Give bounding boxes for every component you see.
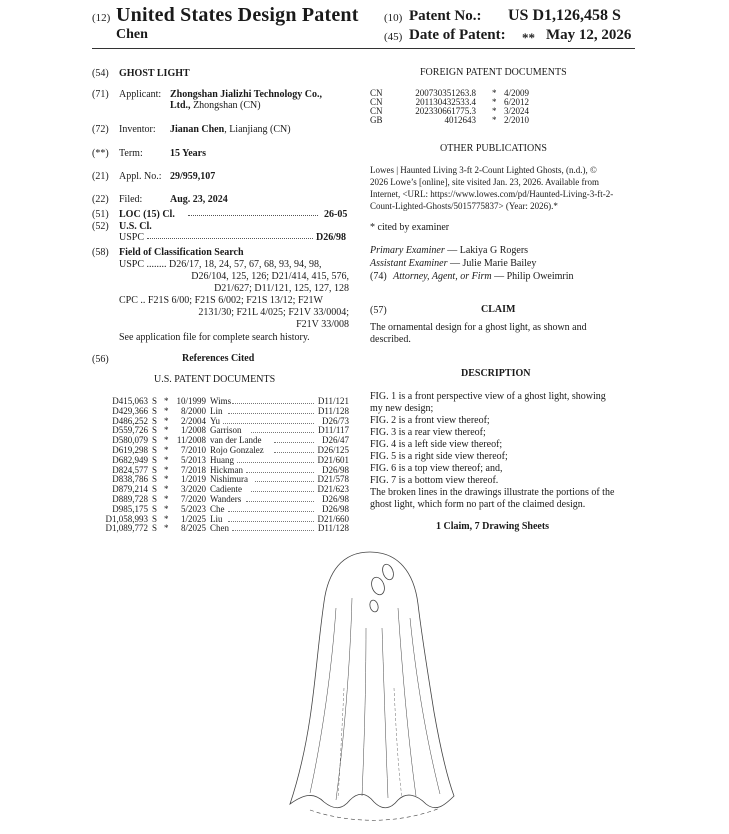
foreign-star: *	[492, 97, 497, 107]
reference-cls: D11/117	[318, 425, 349, 436]
description-line: The broken lines in the drawings illustrate the portions of the	[370, 487, 615, 498]
other-publications-text	[370, 164, 632, 212]
reference-name: van der Lande	[210, 435, 262, 446]
description-line: my new design;	[370, 403, 434, 414]
inid-code-21: (21)	[92, 171, 109, 182]
foreign-date: 2/2010	[504, 115, 530, 125]
reference-s: S	[152, 494, 158, 504]
reference-leader	[232, 530, 314, 531]
reference-num: D682,949	[112, 454, 148, 465]
claim-text	[370, 322, 632, 346]
other-publication-line: Internet, <URL: https://www.lowes.com/pd/Haunted-Living-3-ft-2-	[370, 189, 614, 199]
reference-leader	[274, 442, 314, 443]
uspc-value: D26/98	[316, 232, 346, 243]
reference-leader	[251, 491, 314, 492]
field-search-line: CPC .. F21S 6/00; F21S 6/002; F21S 13/12; F21W	[119, 295, 323, 306]
reference-cls: D11/121	[317, 396, 349, 406]
reference-star: *	[164, 503, 169, 514]
foreign-date: 3/2024	[504, 106, 530, 116]
reference-row	[92, 445, 362, 455]
primary-examiner-name: — Lakiya G Rogers	[444, 245, 529, 256]
reference-num: D415,063	[112, 396, 148, 406]
description-line: FIG. 2 is a front view thereof;	[370, 415, 490, 426]
inid-code-10: (10)	[384, 12, 403, 24]
reference-leader	[237, 462, 314, 463]
inid-code-54: (54)	[92, 68, 109, 79]
reference-row	[92, 504, 362, 514]
field-search-line: USPC ........ D26/17, 18, 24, 57, 67, 68, 93, 94, 98,	[119, 259, 322, 270]
reference-leader	[246, 472, 314, 473]
reference-s: S	[152, 445, 158, 455]
date-of-patent-label: Date of Patent:	[409, 27, 506, 43]
loc-class-leader	[188, 215, 318, 216]
reference-leader	[246, 501, 314, 502]
reference-num: D879,214	[112, 484, 148, 495]
reference-star: *	[164, 415, 169, 426]
reference-star: *	[164, 435, 169, 446]
reference-date: 1/2008	[180, 425, 206, 436]
reference-cls: D26/73	[322, 415, 349, 426]
applicant-name-line1: Zhongshan Jializhi Technology Co.,	[170, 89, 322, 100]
reference-name: Chen	[210, 523, 229, 534]
description-text	[370, 391, 632, 511]
field-search-line: D26/104, 125, 126; D21/414, 415, 576,	[191, 271, 349, 282]
reference-s: S	[152, 425, 158, 436]
applicant-row-2	[92, 100, 352, 110]
foreign-cc: CN	[370, 97, 383, 107]
foreign-star: *	[492, 88, 497, 98]
attorney-label: Attorney, Agent, or Firm	[393, 271, 492, 282]
reference-num: D619,298	[112, 445, 148, 455]
primary-examiner-label: Primary Examiner	[370, 245, 445, 256]
header-rule	[92, 48, 635, 49]
inventor-surname: Chen	[116, 27, 148, 42]
claim-line: described.	[370, 334, 411, 345]
reference-num: D580,079	[112, 435, 148, 446]
reference-num: D985,175	[112, 503, 148, 514]
reference-cls: D11/128	[317, 523, 349, 534]
reference-num: D824,577	[112, 464, 148, 475]
reference-name: Liu	[210, 513, 223, 524]
patent-number: US D1,126,458 S	[508, 7, 621, 24]
inid-code-72: (72)	[92, 124, 109, 135]
description-line: ghost light, which form no part of the claimed design.	[370, 499, 586, 510]
reference-num: D429,366	[112, 405, 148, 416]
uspc-row	[92, 232, 352, 242]
reference-cls: D26/98	[322, 464, 349, 475]
reference-s: S	[152, 503, 158, 514]
reference-leader	[255, 481, 314, 482]
reference-date: 1/2025	[180, 513, 206, 524]
us-references-table	[92, 396, 362, 536]
reference-name: Wims	[210, 396, 232, 406]
reference-name: Nishimura	[210, 474, 248, 485]
field-search-line: F21V 33/008	[296, 319, 349, 330]
reference-s: S	[152, 435, 158, 446]
loc-class-value: 26-05	[324, 209, 348, 220]
reference-star: *	[164, 445, 169, 455]
inid-code-12: (12)	[92, 12, 111, 24]
reference-name: Hickman	[210, 464, 243, 475]
reference-s: S	[152, 415, 158, 426]
reference-leader	[228, 413, 314, 414]
reference-s: S	[152, 405, 158, 416]
appl-no-value: 29/959,107	[170, 171, 216, 182]
reference-star: *	[164, 464, 169, 475]
reference-date: 7/2018	[180, 464, 206, 475]
inid-code-74: (74)	[370, 271, 387, 282]
inid-code-52: (52)	[92, 221, 109, 232]
cited-by-examiner: * cited by examiner	[370, 222, 450, 233]
reference-leader	[228, 511, 314, 512]
reference-name: Rojo Gonzalez	[210, 445, 264, 455]
inid-code-22: (22)	[92, 194, 109, 205]
reference-row	[92, 416, 362, 426]
inid-code-term: (**)	[92, 148, 109, 159]
attorney-name: — Philip Oweimrin	[491, 271, 574, 282]
application-number-row	[92, 171, 352, 181]
applicant-label: Applicant:	[119, 89, 162, 100]
field-search-line: D21/627; D11/121, 125, 127, 128	[214, 283, 349, 294]
see-application-row	[92, 332, 352, 342]
reference-s: S	[152, 484, 158, 495]
reference-s: S	[152, 454, 158, 465]
reference-name: Che	[210, 503, 225, 514]
design-title: GHOST LIGHT	[119, 68, 190, 79]
reference-s: S	[152, 474, 158, 485]
reference-name: Wanders	[210, 494, 242, 504]
reference-row	[92, 484, 362, 494]
applicant-location: Zhongshan (CN)	[190, 100, 261, 111]
field-search-label: Field of Classification Search	[119, 247, 244, 258]
foreign-cc: CN	[370, 88, 383, 98]
reference-star: *	[164, 523, 169, 534]
reference-row	[92, 396, 362, 406]
reference-star: *	[164, 494, 169, 504]
reference-cls: D21/601	[317, 454, 349, 465]
applicant-row	[92, 89, 352, 99]
reference-cls: D26/47	[322, 435, 349, 446]
description-line: FIG. 4 is a left side view thereof;	[370, 439, 503, 450]
inid-code-57: (57)	[370, 305, 387, 316]
inid-code-45: (45)	[384, 31, 403, 43]
foreign-docs-label: FOREIGN PATENT DOCUMENTS	[420, 67, 567, 78]
other-publication-line: 2026 Lowe’s [online], site visited Jan. 23, 2026. Available from	[370, 177, 600, 187]
reference-name: Huang	[210, 454, 234, 465]
reference-s: S	[152, 396, 158, 406]
attorney-row	[370, 271, 574, 282]
reference-num: D838,786	[112, 474, 148, 485]
reference-star: *	[164, 474, 169, 485]
foreign-date: 6/2012	[504, 97, 530, 107]
reference-star: *	[164, 425, 169, 436]
reference-cls: D26/98	[322, 503, 349, 514]
reference-name: Cadiente	[210, 484, 242, 495]
reference-star: *	[164, 513, 169, 524]
reference-star: *	[164, 454, 169, 465]
reference-cls: D26/125	[317, 445, 349, 455]
reference-row	[92, 425, 362, 435]
foreign-cc: GB	[370, 115, 383, 125]
patent-no-label: Patent No.:	[409, 8, 482, 24]
reference-date: 7/2020	[180, 494, 206, 504]
title-row	[92, 68, 352, 78]
description-line: FIG. 5 is a right side view thereof;	[370, 451, 508, 462]
foreign-num: 202330661775.3	[415, 106, 476, 116]
description-line: FIG. 1 is a front perspective view of a ghost light, showing	[370, 391, 606, 402]
reference-row	[92, 514, 362, 524]
date-of-patent: May 12, 2026	[546, 27, 632, 43]
reference-date: 1/2019	[180, 474, 206, 485]
reference-row	[92, 474, 362, 484]
reference-s: S	[152, 513, 158, 524]
reference-num: D559,726	[112, 425, 148, 436]
primary-examiner-row	[370, 245, 528, 256]
uspc-label: USPC	[119, 232, 145, 243]
inid-code-58: (58)	[92, 247, 109, 258]
filed-date: Aug. 23, 2024	[170, 194, 228, 205]
applicant-name-line2: Ltd.,	[170, 100, 191, 111]
filed-label: Filed:	[119, 194, 143, 205]
reference-date: 10/1999	[176, 396, 206, 406]
filed-row	[92, 194, 352, 204]
reference-date: 3/2020	[180, 484, 206, 495]
foreign-num: 201130432533.4	[415, 97, 476, 107]
reference-leader	[274, 452, 314, 453]
field-search-row	[92, 247, 352, 257]
reference-name: Lin	[210, 405, 223, 416]
inid-code-51: (51)	[92, 209, 109, 220]
claim-line: The ornamental design for a ghost light, as shown and	[370, 322, 587, 333]
uspc-leader	[147, 238, 313, 239]
reference-name: Yu	[210, 415, 221, 426]
ghost-light-drawing	[270, 548, 470, 834]
reference-row	[92, 494, 362, 504]
assistant-examiner-label: Assistant Examiner	[370, 258, 448, 269]
reference-star: *	[164, 484, 169, 495]
other-publication-line: Count-Lighted-Ghosts/5015775837> (Year: 2026).*	[370, 201, 558, 211]
reference-date: 8/2025	[180, 523, 206, 534]
reference-s: S	[152, 464, 158, 475]
reference-row	[92, 455, 362, 465]
inventor-label: Inventor:	[119, 124, 156, 135]
reference-name: Garrison	[210, 425, 242, 436]
foreign-star: *	[492, 106, 497, 116]
references-cited-label: References Cited	[182, 353, 255, 364]
reference-num: D889,728	[112, 494, 148, 504]
reference-date: 11/2008	[176, 435, 206, 446]
reference-cls: D11/128	[317, 405, 349, 416]
reference-date: 5/2023	[180, 503, 206, 514]
inventor-name: Jianan Chen	[170, 124, 225, 135]
description-line: FIG. 6 is a top view thereof; and,	[370, 463, 503, 474]
reference-num: D1,089,772	[105, 523, 148, 534]
assistant-examiner-name: — Julie Marie Bailey	[447, 258, 537, 269]
inventor-row	[92, 124, 352, 134]
reference-cls: D26/98	[322, 494, 349, 504]
reference-row	[92, 406, 362, 416]
reference-cls: D21/623	[317, 484, 349, 495]
reference-date: 7/2010	[180, 445, 206, 455]
field-search-line: 2131/30; F21L 4/025; F21V 33/0004;	[198, 307, 349, 318]
reference-cls: D21/660	[317, 513, 349, 524]
patent-title: United States Design Patent	[116, 4, 359, 26]
reference-leader	[251, 432, 314, 433]
see-application-note: See application file for complete search history.	[119, 332, 310, 343]
foreign-cc: CN	[370, 106, 383, 116]
reference-date: 5/2013	[180, 454, 206, 465]
foreign-num: 4012643	[444, 115, 476, 125]
term-value: 15 Years	[170, 148, 207, 159]
reference-s: S	[152, 523, 158, 534]
description-line: FIG. 3 is a rear view thereof;	[370, 427, 486, 438]
reference-leader	[228, 521, 314, 522]
description-line: FIG. 7 is a bottom view thereof.	[370, 475, 499, 486]
loc-class-row	[92, 209, 352, 219]
appl-no-label: Appl. No.:	[119, 171, 162, 182]
other-publication-line: Lowes | Haunted Living 3-ft 2-Count Lighted Ghosts, (n.d.), ©	[370, 165, 597, 175]
reference-row	[92, 435, 362, 445]
term-extension-stars: **	[522, 30, 535, 45]
foreign-date: 4/2009	[504, 88, 530, 98]
foreign-num: 200730351263.8	[415, 88, 476, 98]
loc-class-label: LOC (15) Cl.	[119, 209, 175, 220]
foreign-star: *	[492, 115, 497, 125]
reference-date: 2/2004	[180, 415, 206, 426]
inid-code-71: (71)	[92, 89, 109, 100]
reference-num: D1,058,993	[105, 513, 148, 524]
other-publications-label: OTHER PUBLICATIONS	[440, 143, 547, 154]
foreign-references-table	[370, 88, 630, 128]
reference-num: D486,252	[112, 415, 148, 426]
us-patent-docs-label: U.S. PATENT DOCUMENTS	[154, 374, 276, 385]
us-class-label: U.S. Cl.	[119, 221, 152, 232]
inid-code-56: (56)	[92, 354, 109, 365]
reference-row	[92, 465, 362, 475]
bibliographic-column	[92, 68, 352, 368]
reference-row	[92, 523, 362, 533]
reference-leader	[223, 423, 314, 424]
reference-star: *	[164, 405, 169, 416]
reference-cls: D21/578	[317, 474, 349, 485]
term-row	[92, 148, 352, 158]
reference-star: *	[164, 396, 169, 406]
reference-leader	[232, 403, 314, 404]
description-heading: DESCRIPTION	[461, 368, 531, 379]
inventor-location: , Lianjiang (CN)	[224, 124, 291, 135]
us-class-row	[92, 221, 352, 231]
field-search-lines	[119, 259, 349, 331]
assistant-examiner-row	[370, 258, 536, 269]
term-label: Term:	[119, 148, 143, 159]
claim-heading: CLAIM	[481, 304, 516, 315]
reference-date: 8/2000	[180, 405, 206, 416]
claims-and-sheets: 1 Claim, 7 Drawing Sheets	[436, 521, 550, 532]
